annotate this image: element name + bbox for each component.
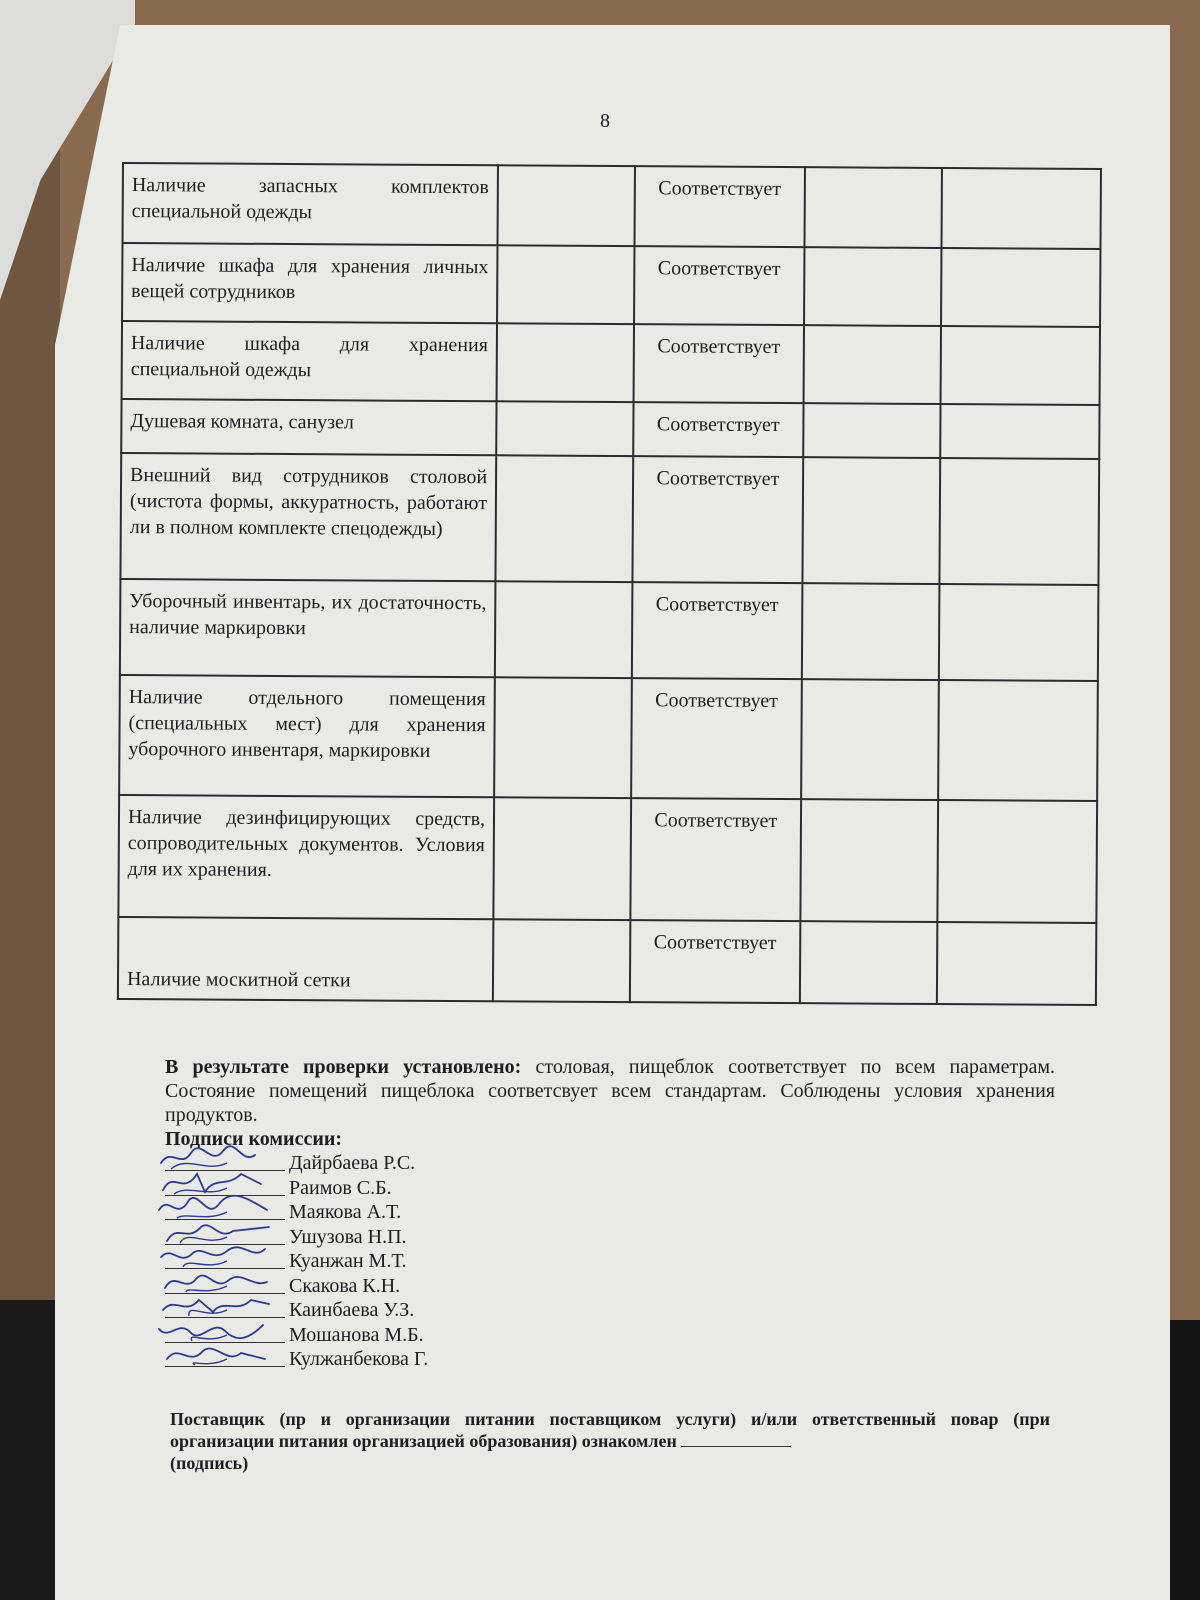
empty-cell [939, 584, 1099, 681]
signatory-name: Каинбаева У.З. [289, 1299, 415, 1321]
signatory-name: Куанжан М.Т. [289, 1250, 407, 1272]
table-row [122, 321, 1100, 405]
empty-cell [804, 167, 942, 248]
inspection-table [117, 162, 1102, 1006]
empty-cell [803, 403, 940, 458]
table-row [120, 453, 1099, 585]
table-row [118, 917, 1096, 1005]
status-cell: Соответствует [631, 798, 801, 921]
empty-cell [941, 168, 1101, 249]
empty-cell [497, 323, 635, 402]
page-number: 8 [600, 110, 610, 132]
table-row [121, 399, 1099, 459]
signature-row [165, 1225, 1055, 1250]
table-row [119, 675, 1098, 801]
result-paragraph [165, 1055, 1055, 1127]
signature-row [165, 1249, 1055, 1274]
empty-cell [498, 165, 636, 246]
empty-cell [940, 326, 1100, 405]
empty-cell [497, 245, 635, 324]
empty-cell [802, 457, 940, 584]
signature-row [165, 1274, 1055, 1299]
desk-shadow [0, 1300, 60, 1600]
empty-cell [800, 799, 938, 922]
criterion-cell: Внешний вид сотрудников столовой (чистота формы, аккуратность, работают ли в полном комплекте спецодежды) [120, 453, 496, 581]
criterion-cell: Уборочный инвентарь, их достаточность, наличие маркировки [120, 579, 496, 677]
empty-cell [941, 248, 1101, 327]
signature-row [165, 1298, 1055, 1323]
signatory-name: Раимов С.Б. [289, 1176, 392, 1199]
empty-cell [496, 455, 634, 582]
empty-cell [940, 404, 1100, 459]
status-cell: Соответствует [633, 402, 803, 457]
signature-blank-line [681, 1432, 791, 1447]
result-label: В результате проверки установлено: [165, 1056, 522, 1078]
supplier-note-suffix: (подпись) [170, 1453, 249, 1473]
status-cell: Соответствует [634, 246, 804, 325]
status-cell: Соответствует [630, 920, 800, 1003]
empty-cell [803, 325, 941, 404]
signature-row [165, 1200, 1055, 1225]
empty-cell [496, 401, 633, 456]
table-row [122, 243, 1100, 327]
signatory-name: Мошанова М.Б. [289, 1323, 424, 1346]
empty-cell [937, 800, 1097, 923]
empty-cell [938, 680, 1098, 801]
status-cell: Соответствует [632, 582, 802, 679]
supplier-note [170, 1408, 1050, 1474]
criterion-cell: Наличие шкафа для хранения личных вещей сотрудников [122, 243, 498, 323]
signatory-name: Ушузова Н.П. [289, 1225, 407, 1248]
table-row [123, 163, 1101, 249]
signature-list [165, 1151, 1055, 1372]
empty-cell [937, 922, 1097, 1005]
status-cell: Соответствует [631, 678, 801, 799]
empty-cell [939, 458, 1099, 585]
signatory-name: Кулжанбекова Г. [289, 1348, 429, 1370]
criterion-cell: Наличие дезинфицирующих средств, сопроводительных документов. Условия для их хранения. [118, 795, 494, 919]
empty-cell [801, 583, 939, 680]
status-cell: Соответствует [633, 456, 803, 583]
signature-row [165, 1151, 1055, 1176]
signatures-title: Подписи комиссии: [165, 1128, 343, 1150]
criterion-cell: Наличие отдельного помещения (специальных мест) для хранения уборочного инвентаря, маркировки [119, 675, 495, 797]
signature-row [165, 1323, 1055, 1348]
signature-row [165, 1347, 1055, 1372]
result-text: столовая, пищеблок соответствует по всем параметрам. Состояние помещений пищеблока соответсвует всем стандартам. Соблюдены условия хранения продуктов. [165, 1056, 1055, 1126]
empty-cell [801, 679, 939, 800]
criterion-cell: Наличие шкафа для хранения специальной одежды [122, 321, 498, 401]
criterion-cell: Наличие запасных комплектов специальной одежды [123, 163, 499, 245]
empty-cell [799, 921, 937, 1004]
table-row [118, 795, 1097, 923]
empty-cell [493, 797, 631, 920]
signatory-name: Скакова К.Н. [289, 1274, 401, 1297]
criterion-cell: Наличие москитной сетки [118, 917, 494, 1001]
status-cell: Соответствует [635, 166, 805, 247]
signatory-name: Дайрбаева Р.С. [289, 1152, 416, 1174]
empty-cell [495, 581, 633, 678]
empty-cell [804, 247, 942, 326]
empty-cell [494, 677, 632, 798]
handwritten-signature [157, 1339, 277, 1373]
table-row [120, 579, 1099, 681]
empty-cell [493, 919, 631, 1002]
criterion-cell: Душевая комната, санузел [121, 399, 496, 455]
status-cell: Соответствует [634, 324, 804, 403]
signatory-name: Маякова А.Т. [289, 1201, 402, 1223]
signature-row [165, 1176, 1055, 1201]
supplier-note-text: Поставщик (пр и организации питании поставщиком услуги) и/или ответственный повар (при организации питания организацией образования) ознакомлен [170, 1409, 1050, 1451]
conclusion-section [165, 1055, 1055, 1372]
